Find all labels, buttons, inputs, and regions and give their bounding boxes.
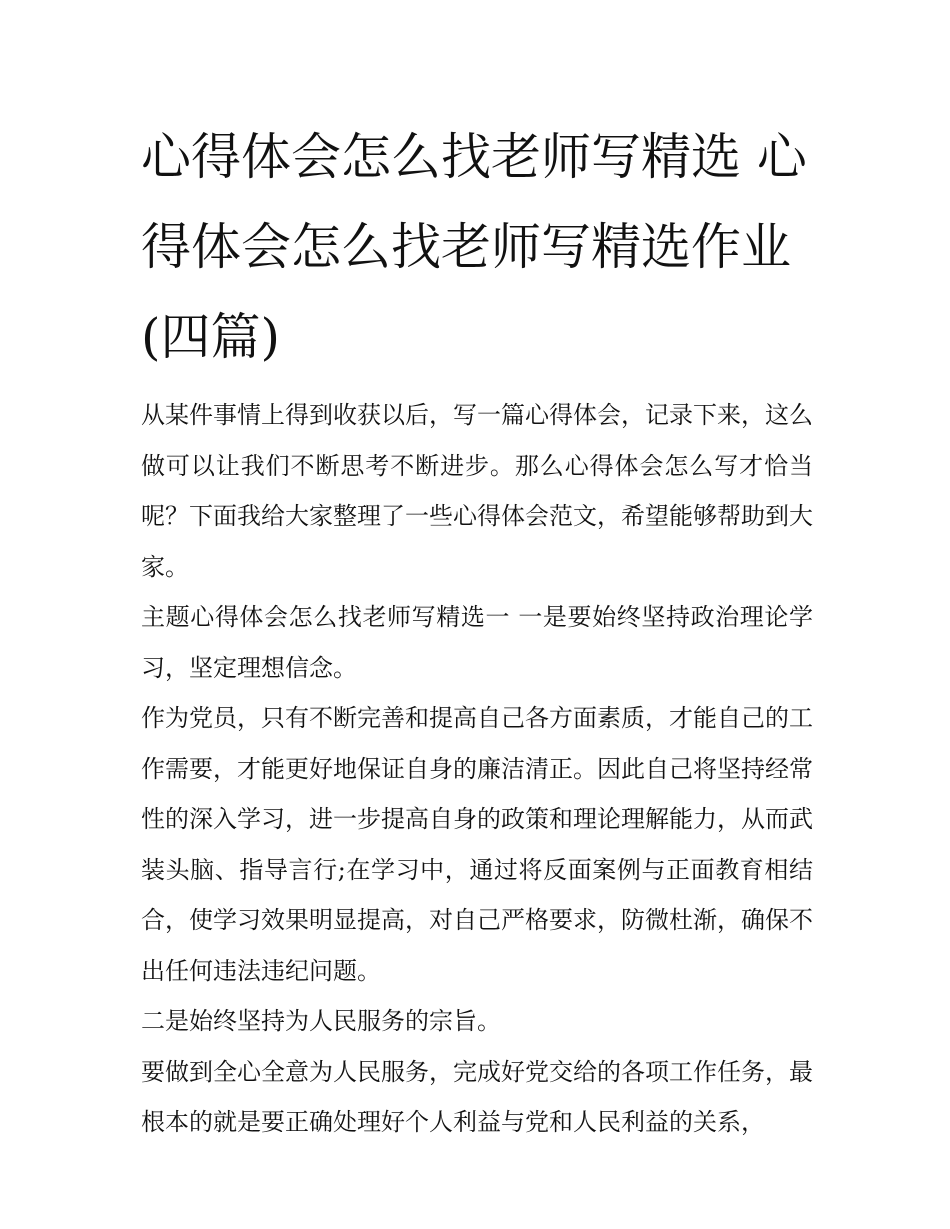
- paragraph-section-one-heading: 主题心得体会怎么找老师写精选一 一是要始终坚持政治理论学习，坚定理想信念。: [141, 603, 813, 682]
- document-title: 心得体会怎么找老师写精选 心得体会怎么找老师写精选作业(四篇): [141, 128, 807, 366]
- paragraph-section-one-body: 作为党员，只有不断完善和提高自己各方面素质，才能自己的工作需要，才能更好地保证自身的廉洁清正。因此自己将坚持经常性的深入学习，进一步提高自身的政策和理论理解能力，从而武装头脑、指导言行;在学习中，通过将反面案例与正面教育相结合，使学习效果明显提高，对自己严格要求，防微杜渐，确保不出任何违法违纪问题。: [141, 704, 813, 985]
- paragraph-intro: 从某件事情上得到收获以后，写一篇心得体会，记录下来，这么做可以让我们不断思考不断进步。那么心得体会怎么写才恰当呢？下面我给大家整理了一些心得体会范文，希望能够帮助到大家。: [141, 401, 813, 581]
- paragraph-section-two-body: 要做到全心全意为人民服务，完成好党交给的各项工作任务，最根本的就是要正确处理好个人利益与党和人民利益的关系，: [141, 1057, 813, 1136]
- document-content: [141, 112, 813, 1148]
- paragraph-section-two-heading: 二是始终坚持为人民服务的宗旨。: [141, 1007, 501, 1035]
